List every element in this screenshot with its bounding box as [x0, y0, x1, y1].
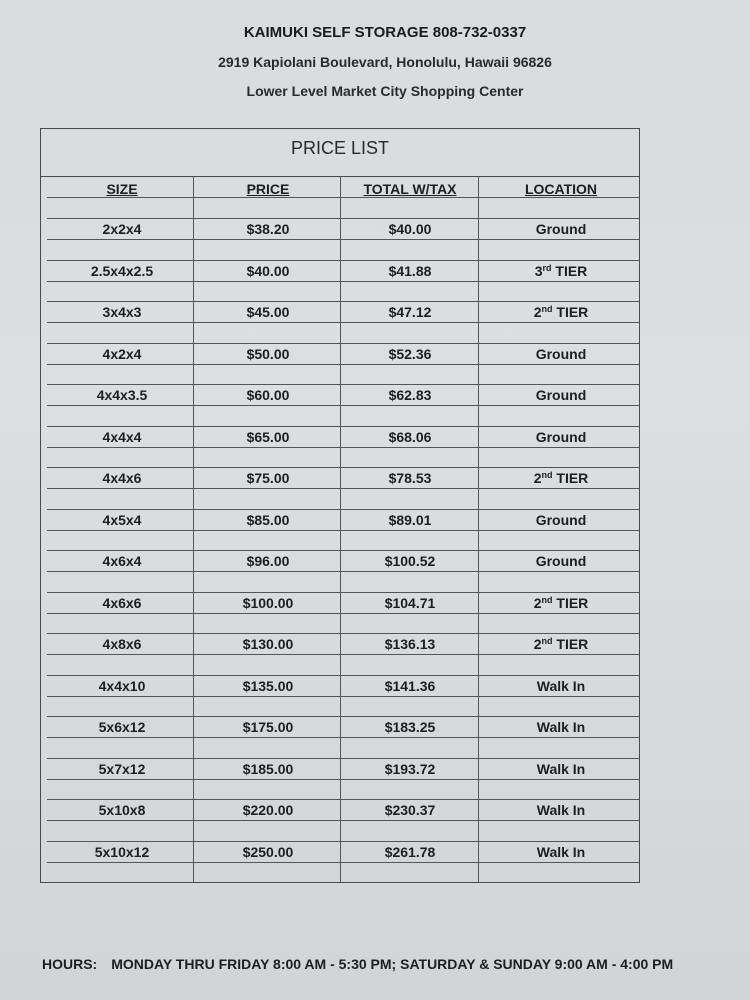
- location-tier-word: TIER: [552, 470, 589, 486]
- row-divider: [47, 779, 639, 780]
- business-hours: [42, 956, 673, 972]
- location-ordinal-suffix: rd: [542, 263, 552, 273]
- cell-size: 2x2x4: [102, 221, 142, 237]
- row-divider: [47, 716, 639, 717]
- cell-size: 4x2x4: [102, 346, 142, 362]
- cell-location: [481, 302, 641, 322]
- row-divider: [47, 447, 639, 448]
- row-divider: [47, 737, 639, 738]
- row-divider: [47, 239, 639, 240]
- cell-location: [481, 717, 641, 737]
- cell-size: 2.5x4x2.5: [90, 263, 154, 279]
- cell-total: $183.25: [384, 719, 436, 735]
- cell-size: 5x10x12: [94, 844, 150, 860]
- cell-size: 4x6x4: [102, 553, 142, 569]
- cell-price: $130.00: [242, 636, 294, 652]
- location-main: Ground: [535, 221, 587, 237]
- cell-total: $141.36: [384, 678, 436, 694]
- cell-size: 4x6x6: [102, 595, 142, 611]
- column-header-price: PRICE: [246, 181, 290, 197]
- cell-price: $40.00: [246, 263, 290, 279]
- cell-price: $65.00: [246, 429, 290, 445]
- cell-price: $250.00: [242, 844, 294, 860]
- row-divider: [47, 509, 639, 510]
- column-header-total: TOTAL W/TAX: [363, 181, 457, 197]
- row-divider: [47, 260, 639, 261]
- company-name-phone: KAIMUKI SELF STORAGE 808-732-0337: [243, 24, 527, 41]
- row-divider: [47, 488, 639, 489]
- cell-price: $135.00: [242, 678, 294, 694]
- column-header-size: SIZE: [106, 181, 138, 197]
- cell-location: [481, 219, 641, 239]
- location-main: Ground: [535, 429, 587, 445]
- cell-location: [481, 676, 641, 696]
- cell-total: $40.00: [388, 221, 432, 237]
- row-divider: [47, 343, 639, 344]
- cell-price: $96.00: [246, 553, 290, 569]
- cell-price: $60.00: [246, 387, 290, 403]
- row-divider: [47, 841, 639, 842]
- location-main: Ground: [535, 512, 587, 528]
- location-main: Walk In: [536, 761, 586, 777]
- row-divider: [47, 197, 639, 198]
- location-main: 2: [533, 595, 542, 611]
- cell-price: $38.20: [246, 221, 290, 237]
- location-main: Ground: [535, 553, 587, 569]
- row-divider: [47, 592, 639, 593]
- location-main: Walk In: [536, 844, 586, 860]
- row-divider: [47, 613, 639, 614]
- location-ordinal-suffix: nd: [541, 304, 553, 314]
- location-ordinal-suffix: nd: [541, 636, 553, 646]
- row-divider: [47, 862, 639, 863]
- cell-location: [481, 759, 641, 779]
- cell-price: $85.00: [246, 512, 290, 528]
- location-main: Ground: [535, 346, 587, 362]
- company-location: Lower Level Market City Shopping Center: [246, 83, 524, 99]
- row-divider: [47, 364, 639, 365]
- cell-price: $45.00: [246, 304, 290, 320]
- cell-total: $78.53: [388, 470, 432, 486]
- cell-total: $230.37: [384, 802, 436, 818]
- location-main: Ground: [535, 387, 587, 403]
- company-address: 2919 Kapiolani Boulevard, Honolulu, Hawaii 96826: [218, 54, 552, 70]
- cell-total: $193.72: [384, 761, 436, 777]
- cell-location: [481, 510, 641, 530]
- row-divider: [47, 405, 639, 406]
- location-main: Walk In: [536, 678, 586, 694]
- cell-total: $62.83: [388, 387, 432, 403]
- location-tier-word: TIER: [552, 304, 589, 320]
- cell-location: [481, 800, 641, 820]
- cell-price: $220.00: [242, 802, 294, 818]
- cell-price: $100.00: [242, 595, 294, 611]
- cell-location: [481, 344, 641, 364]
- row-divider: [47, 550, 639, 551]
- cell-size: 4x4x4: [102, 429, 142, 445]
- cell-location: [481, 385, 641, 405]
- location-ordinal-suffix: nd: [541, 595, 553, 605]
- cell-size: 5x6x12: [98, 719, 146, 735]
- cell-total: $68.06: [388, 429, 432, 445]
- row-divider: [47, 696, 639, 697]
- location-tier-word: TIER: [552, 595, 589, 611]
- cell-size: 4x4x3.5: [96, 387, 148, 403]
- row-divider: [47, 799, 639, 800]
- cell-location: [481, 427, 641, 447]
- location-tier-word: TIER: [552, 636, 589, 652]
- cell-price: $50.00: [246, 346, 290, 362]
- cell-price: $185.00: [242, 761, 294, 777]
- row-divider: [47, 571, 639, 572]
- cell-total: $52.36: [388, 346, 432, 362]
- cell-total: $89.01: [388, 512, 432, 528]
- cell-total: $100.52: [384, 553, 436, 569]
- cell-size: 5x7x12: [98, 761, 146, 777]
- cell-size: 3x4x3: [102, 304, 142, 320]
- cell-size: 4x4x6: [102, 470, 142, 486]
- row-divider: [47, 426, 639, 427]
- location-main: 3: [534, 263, 543, 279]
- location-main: Walk In: [536, 802, 586, 818]
- cell-total: $104.71: [384, 595, 436, 611]
- cell-total: $47.12: [388, 304, 432, 320]
- cell-size: 5x10x8: [98, 802, 146, 818]
- table-title: PRICE LIST: [41, 129, 639, 177]
- hours-label: HOURS:: [42, 956, 98, 972]
- cell-size: 4x4x10: [98, 678, 146, 694]
- location-main: 2: [533, 636, 542, 652]
- cell-price: $75.00: [246, 470, 290, 486]
- location-tier-word: TIER: [551, 263, 588, 279]
- location-main: Walk In: [536, 719, 586, 735]
- row-divider: [47, 654, 639, 655]
- cell-location: [481, 634, 641, 654]
- cell-size: 4x8x6: [102, 636, 142, 652]
- cell-location: [481, 842, 641, 862]
- row-divider: [47, 322, 639, 323]
- row-divider: [47, 301, 639, 302]
- row-divider: [47, 384, 639, 385]
- hours-text: MONDAY THRU FRIDAY 8:00 AM - 5:30 PM; SATURDAY & SUNDAY 9:00 AM - 4:00 PM: [111, 956, 674, 972]
- cell-total: $261.78: [384, 844, 436, 860]
- cell-location: [481, 593, 641, 613]
- cell-total: $136.13: [384, 636, 436, 652]
- row-divider: [47, 633, 639, 634]
- row-divider: [47, 820, 639, 821]
- cell-price: $175.00: [242, 719, 294, 735]
- row-divider: [47, 530, 639, 531]
- price-list-table: [40, 128, 640, 883]
- location-ordinal-suffix: nd: [541, 470, 553, 480]
- row-divider: [47, 218, 639, 219]
- row-divider: [47, 675, 639, 676]
- location-main: 2: [533, 470, 542, 486]
- row-divider: [47, 281, 639, 282]
- row-divider: [47, 758, 639, 759]
- cell-location: [481, 468, 641, 488]
- cell-size: 4x5x4: [102, 512, 142, 528]
- row-divider: [47, 467, 639, 468]
- cell-location: [481, 261, 641, 281]
- location-main: 2: [533, 304, 542, 320]
- cell-location: [481, 551, 641, 571]
- column-header-location: LOCATION: [524, 181, 598, 197]
- cell-total: $41.88: [388, 263, 432, 279]
